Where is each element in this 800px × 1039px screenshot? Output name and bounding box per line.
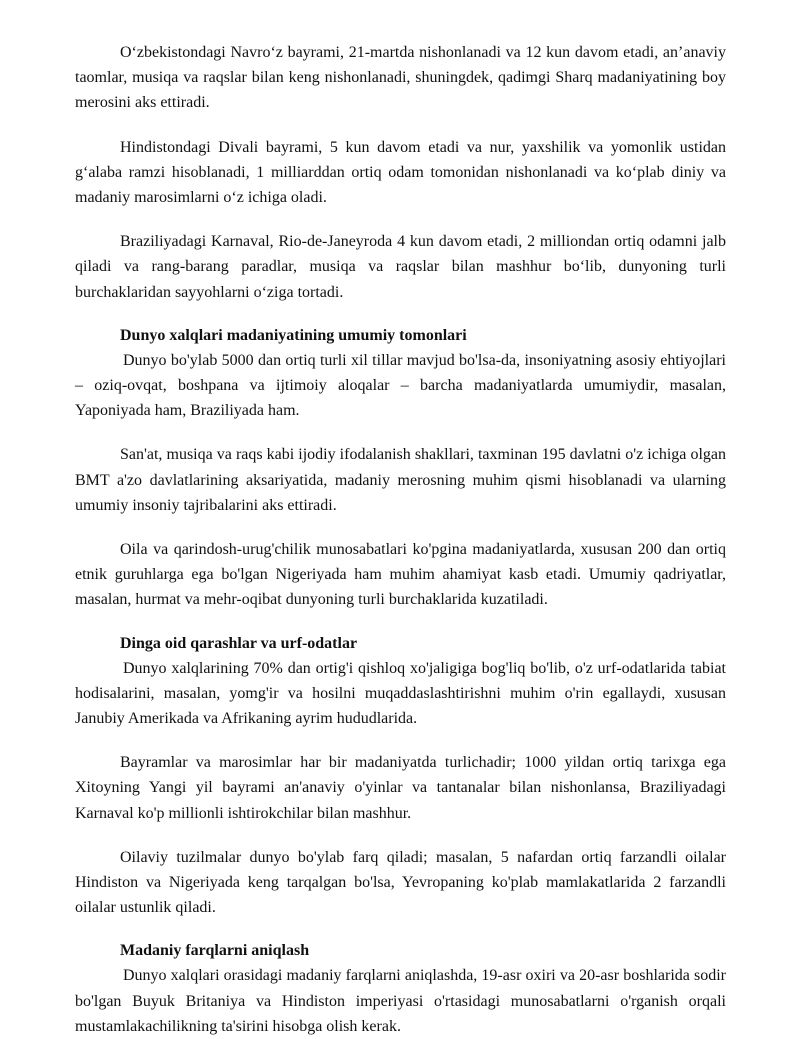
paragraph-family: Oila va qarindosh-urug'chilik munosabatlari ko'pgina madaniyatlarda, xususan 200 dan ortiq etnik guruhlarga ega bo'lgan Nigeriyada ham muhim ahamiyat kasb etadi. Umumiy qadriyatlar, masalan, hurmat va mehr-oqibat dunyoning turli burchaklarida kuzatiladi. <box>75 541 726 609</box>
paragraph-arts: San'at, musiqa va raqs kabi ijodiy ifodalanish shakllari, taxminan 195 davlatni o'z ichiga olgan BMT a'zo davlatlarining aksariyatida, madaniy merosning muhim qismi hisoblanadi va ularning umumiy insoniy tajribalarini aks ettiradi. <box>75 446 726 514</box>
paragraph-colonialism: Dunyo xalqlari orasidagi madaniy farqlarni aniqlashda, 19-asr oxiri va 20-asr boshlarida sodir bo'lgan Buyuk Britaniya va Hindiston imperiyasi o'rtasidagi munosabatlarni o'rganish orqali mustamlakachilikning ta'sirini hisobga olish kerak. <box>75 967 726 1035</box>
section-heading-religion: Dinga oid qarashlar va urf-odatlar <box>120 634 358 652</box>
section-heading-differences: Madaniy farqlarni aniqlash <box>120 942 310 960</box>
paragraph-agriculture: Dunyo xalqlarining 70% dan ortig'i qishloq xo'jaligiga bog'liq bo'lib, o'z urf-odatlarida tabiat hodisalarini, masalan, yomg'ir va hosilni muqaddaslashtirishni muhim o'rin egallaydi, xususan Janubiy Amerikada va Afrikaning ayrim hududlarida. <box>75 659 726 728</box>
paragraph-carnival: Braziliyadagi Karnaval, Rio-de-Janeyroda 4 kun davom etadi, 2 milliondan ortiq odamni jalb qiladi va rang-barang paradlar, musiqa va raqslar bilan mashhur bo‘lib, dunyoning turli burchaklaridan sayyohlarni o‘ziga tortadi. <box>75 233 726 301</box>
paragraph-navruz: O‘zbekistondagi Navro‘z bayrami, 21-martda nishonlanadi va 12 kun davom etadi, an’anaviy taomlar, musiqa va raqslar bilan keng nishonlanadi, shuningdek, qadimgi Sharq madaniyatining boy merosini aks ettiradi. <box>75 44 726 112</box>
section-heading-common-aspects: Dunyo xalqlari madaniyatining umumiy tomonlari <box>120 326 467 344</box>
paragraph-diwali: Hindistondagi Divali bayrami, 5 kun davom etadi va nur, yaxshilik va yomonlik ustidan g‘alaba ramzi hisoblanadi, 1 milliarddan ortiq odam tomonidan nishonlanadi va ko‘plab diniy va madaniy marosimlarni o‘z ichiga oladi. <box>75 138 726 207</box>
paragraph-holidays: Bayramlar va marosimlar har bir madaniyatda turlichadir; 1000 yildan ortiq tarixga ega Xitoyning Yangi yil bayrami an'anaviy o'yinlar va tantanalar bilan nishonlansa, Braziliyadagi Karnaval ko'p millionli ishtirokchilar bilan mashhur. <box>75 754 726 822</box>
paragraph-languages: Dunyo bo'ylab 5000 dan ortiq turli xil tillar mavjud bo'lsa-da, insoniyatning asosiy ehtiyojlari – oziq-ovqat, boshpana va ijtimoiy aloqalar – barcha madaniyatlarda umumiydir, masalan, Yaponiyada ham, Braziliyada ham. <box>75 351 726 420</box>
paragraph-family-structures: Oilaviy tuzilmalar dunyo bo'ylab farq qiladi; masalan, 5 nafardan ortiq farzandli oilalar Hindiston va Nigeriyada keng tarqalgan bo'lsa, Yevropaning ko'plab mamlakatlarida 2 farzandli oilalar ustunlik qiladi. <box>75 848 726 917</box>
document-page <box>75 40 726 1039</box>
